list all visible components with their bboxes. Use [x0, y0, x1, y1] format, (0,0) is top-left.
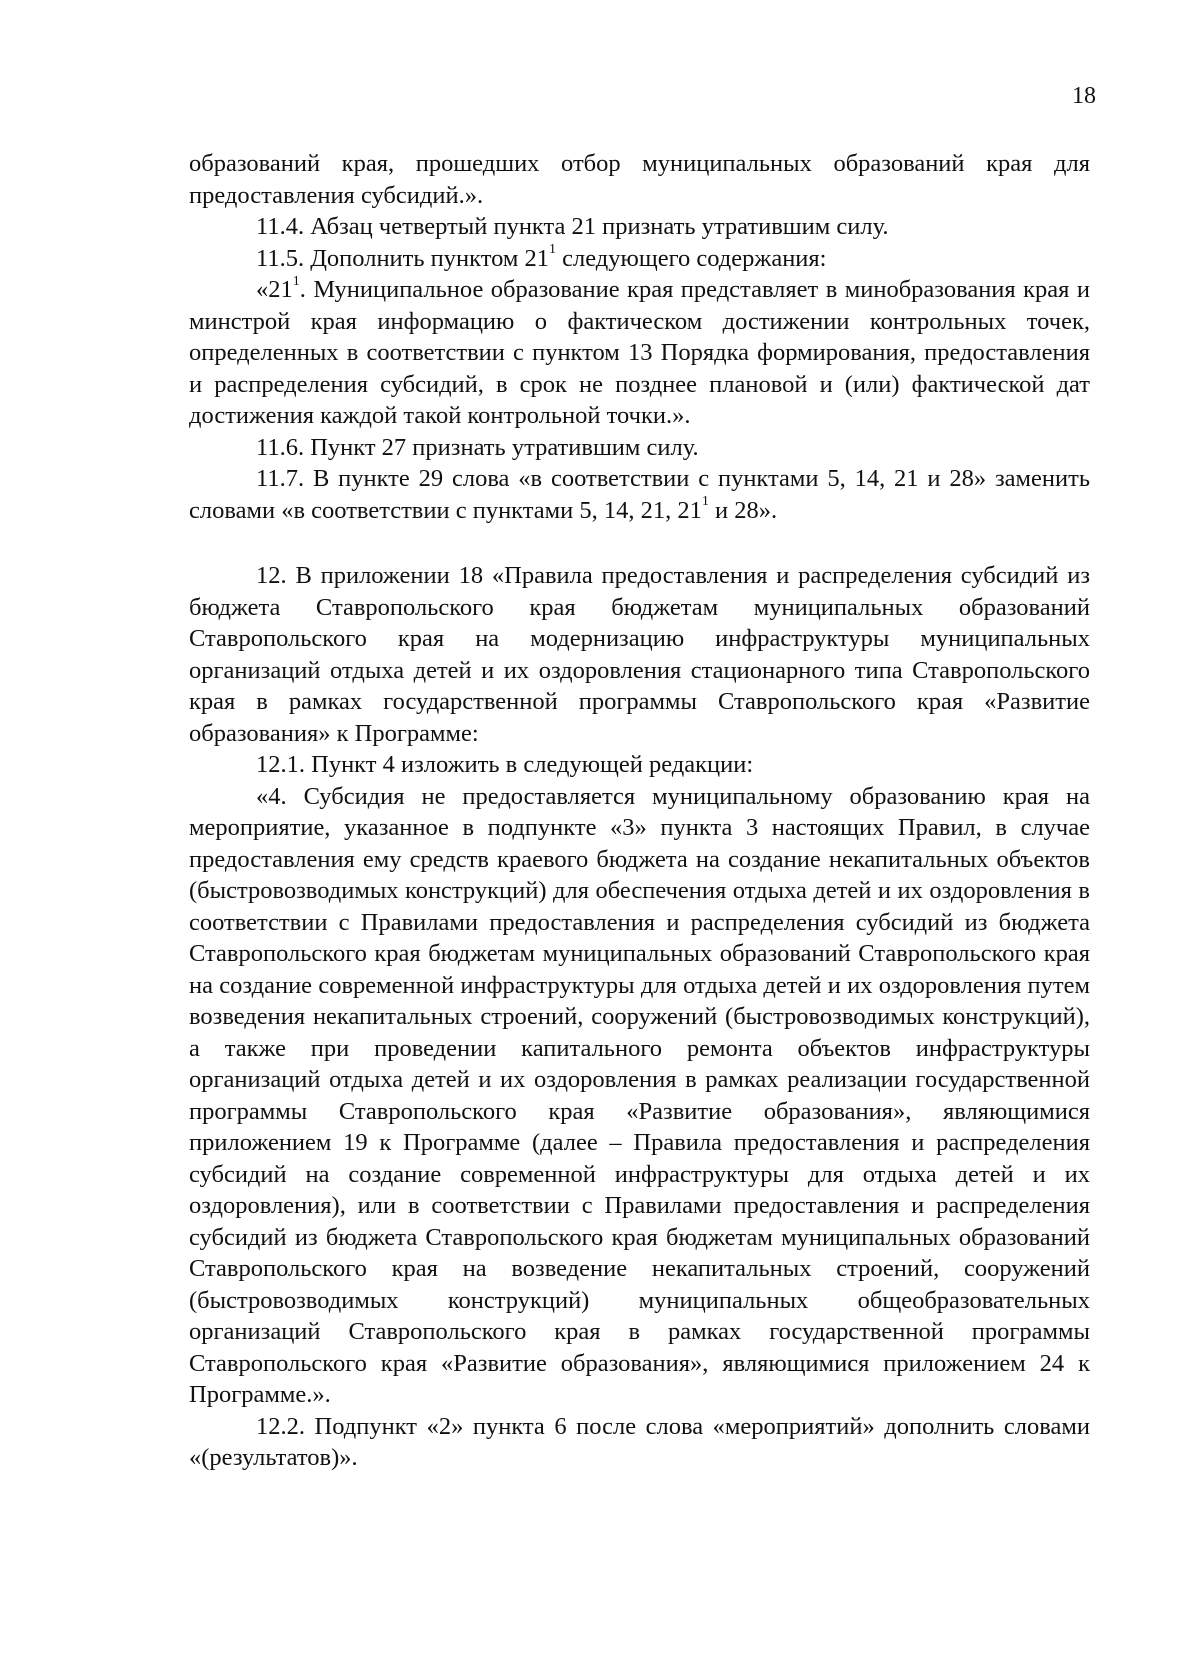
paragraph [189, 749, 1090, 781]
superscript: 1 [701, 494, 709, 510]
paragraph [189, 1411, 1090, 1474]
text-segment: . Муниципальное образование края представляет в минобразования края и минстрой края информацию о фактическом достижении контрольных точек, определенных в соответствии с пунктом 13 Порядка формирования, предоставления и распределения субсидий, в срок не позднее плановой и (или) фактической дат достижения каждой такой контрольной точки.». [189, 276, 1090, 429]
text-segment: «4. Субсидия не предоставляется муниципальному образованию края на мероприятие, указанное в подпункте «3» пункта 3 настоящих Правил, в случае предоставления ему средств краевого бюджета на создание некапитальных объектов (быстровозводимых конструкций) для обеспечения отдыха детей и их оздоровления в соответствии с Правилами предоставления и распределения субсидий из бюджета Ставропольского края бюджетам муниципальных образований Ставропольского края на создание современной инфраструктуры для отдыха детей и их оздоровления путем возведения некапитальных строений, сооружений (быстровозводимых конструкций), а также при проведении капитального ремонта объектов инфраструктуры организаций отдыха детей и их оздоровления в рамках реализации государственной программы Ставропольского края «Развитие образования», являющимися приложением 19 к Программе (далее – Правила предоставления и распределения субсидий на создание современной инфраструктуры для отдыха детей и их оздоровления), или в соответствии с Правилами предоставления и распределения субсидий из бюджета Ставропольского края бюджетам муниципальных образований Ставропольского края на возведение некапитальных строений, сооружений (быстровозводимых конструкций) муниципальных общеобразовательных организаций Ставропольского края в рамках государственной программы Ставропольского края «Развитие образования», являющимися приложением 24 к Программе.». [189, 782, 1090, 1408]
superscript: 1 [549, 242, 557, 258]
paragraph [189, 432, 1090, 464]
text-segment: 12.1. Пункт 4 изложить в следующей редакции: [256, 751, 754, 778]
paragraph [189, 560, 1090, 749]
paragraph [189, 781, 1090, 1411]
paragraph [189, 274, 1090, 432]
text-segment: 11.4. Абзац четвертый пункта 21 признать утратившим силу. [256, 213, 889, 240]
paragraph [189, 148, 1090, 211]
paragraph [189, 463, 1090, 526]
text-segment: 12.2. Подпункт «2» пункта 6 после слова «мероприятий» дополнить словами «(результатов)». [189, 1412, 1090, 1471]
page-number: 18 [1072, 83, 1096, 109]
text-segment: следующего содержания: [556, 244, 827, 272]
paragraph [189, 243, 1090, 275]
text-segment: и 28». [708, 496, 778, 524]
document-body [189, 148, 1090, 1474]
paragraph [189, 211, 1090, 243]
text-segment: 11.5. Дополнить пунктом 21 [256, 244, 550, 272]
text-segment: образований края, прошедших отбор муниципальных образований края для предоставления субсидий.». [189, 150, 1090, 209]
text-segment: 11.6. Пункт 27 признать утратившим силу. [256, 433, 699, 461]
text-segment: «21 [256, 276, 293, 303]
text-segment: 11.7. В пункте 29 слова «в соответствии с пунктами 5, 14, 21 и 28» заменить словами «в соответствии с пунктами 5, 14, 21, 21 [189, 465, 1090, 524]
superscript: 1 [292, 273, 300, 289]
text-segment: 12. В приложении 18 «Правила предоставления и распределения субсидий из бюджета Ставропольского края бюджетам муниципальных образований Ставропольского края на модернизацию инфраструктуры муниципальных организаций отдыха детей и их оздоровления стационарного типа Ставропольского края в рамках государственной программы Ставропольского края «Развитие образования» к Программе: [189, 562, 1090, 747]
